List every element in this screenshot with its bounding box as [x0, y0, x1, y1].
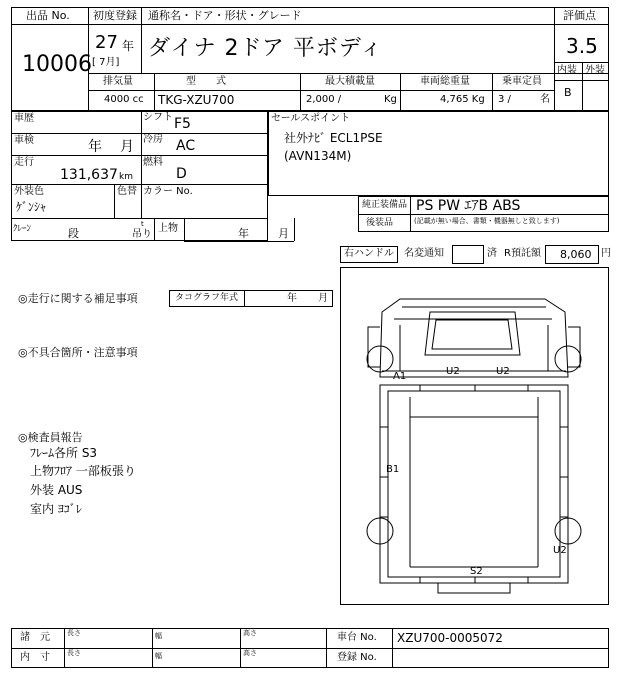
name-change-label: 名変通知: [404, 248, 444, 259]
max-load-unit: Kg: [384, 94, 397, 105]
recycle-unit: 円: [601, 248, 611, 259]
color-code-label: 色替: [117, 186, 137, 197]
mileage-label: 走行: [14, 157, 34, 168]
sales-point-line1: 社外ﾅﾋﾞ ECL1PSE: [284, 131, 383, 145]
tacho-year: 年: [287, 293, 297, 304]
footer-inner-label: 内 寸: [20, 652, 50, 663]
reg-year: 27: [95, 32, 118, 53]
score-label: 評価点: [563, 9, 596, 22]
capacity-unit: 名: [540, 94, 550, 105]
defects-title: ◎不具合箇所・注意事項: [18, 346, 138, 359]
reg-month: [ 7月]: [92, 57, 120, 68]
crane-hang: 吊り: [132, 229, 152, 240]
body-label: 上物: [158, 223, 178, 234]
capacity-label: 乗車定員: [502, 76, 542, 87]
lot-number: 10006: [22, 52, 92, 77]
fuel-value: D: [176, 166, 187, 182]
crane-label: ｸﾚｰﾝ: [13, 224, 32, 234]
crane-stage: 段: [68, 227, 79, 240]
name-change-box: [452, 245, 484, 264]
report-line: 外装 AUS: [30, 483, 83, 497]
reg-year-unit: 年: [122, 39, 135, 53]
car-name: ダイナ 2ドア 平ボディ: [148, 36, 384, 61]
report-line: ﾌﾚｰﾑ各所 S3: [30, 446, 98, 460]
gross-weight-label: 車両総重量: [420, 76, 470, 87]
mark-b1: B1: [386, 464, 400, 475]
color-value: ｹﾞﾝｼｬ: [16, 200, 47, 214]
max-load-label: 最大積載量: [325, 76, 375, 87]
reg-no-label: 登録 No.: [337, 652, 377, 663]
color-label: 外装色: [14, 186, 44, 197]
history-label: 車歴: [14, 113, 34, 124]
footer-spec-label: 諸 元: [20, 632, 50, 643]
footer-length-2: 長さ: [67, 649, 81, 657]
exterior-label: 外装: [585, 65, 605, 76]
aftermarket-note: (記載が無い場合、書類・機器無しと致します): [414, 217, 560, 225]
mileage-unit: km: [119, 172, 133, 182]
footer-height-1: 高さ: [243, 629, 257, 637]
displacement-label: 排気量: [103, 76, 133, 87]
color-no-label: カラー No.: [143, 186, 193, 197]
tachograph-label: タコグラフ年式: [175, 293, 239, 303]
footer-length-1: 長さ: [67, 629, 81, 637]
equipment-label: 純正装備品: [362, 200, 408, 210]
shift-label: シフト: [143, 112, 173, 123]
aftermarket-label: 後装品: [366, 218, 394, 228]
fuel-label: 燃料: [143, 157, 163, 168]
equipment-value: PS PW ｴｱB ABS: [416, 198, 521, 214]
chassis-label: 車台 No.: [337, 632, 377, 643]
recycle-value: 8,060: [560, 248, 592, 261]
name-label: 通称名・ドア・形状・グレード: [148, 9, 302, 22]
chassis-value: XZU700-0005072: [397, 631, 503, 645]
mark-u2-right: U2: [496, 366, 510, 377]
footer-width-2: 幅: [155, 652, 162, 660]
capacity-value: 3 /: [498, 94, 511, 105]
score-value: 3.5: [566, 34, 598, 58]
interior-label: 内装: [557, 65, 577, 76]
inspection-year: 年: [88, 139, 102, 155]
inspection-label: 車検: [14, 135, 34, 146]
body-year: 年: [238, 227, 249, 240]
tacho-month: 月: [318, 293, 328, 304]
mark-s2: S2: [470, 566, 483, 577]
gross-weight-value: 4,765 Kg: [440, 94, 485, 105]
sales-point-label: セールスポイント: [271, 113, 351, 124]
details-frame: [11, 111, 268, 241]
handle-value: 右ハンドル: [344, 248, 394, 259]
inspector-title: ◎検査員報告: [18, 431, 83, 444]
mark-u2-left: U2: [446, 366, 460, 377]
mark-u2-rear: U2: [553, 545, 567, 556]
recycle-label: R預託額: [504, 248, 541, 259]
max-load-value: 2,000 /: [306, 94, 342, 105]
model-code: TKG-XZU700: [158, 93, 235, 107]
displacement-value: 4000 cc: [104, 94, 144, 105]
body-month: 月: [278, 227, 289, 240]
mark-a1: A1: [393, 371, 407, 382]
first-reg-label: 初度登録: [93, 9, 137, 22]
shift-value: F5: [174, 116, 191, 132]
report-line: 上物ﾌﾛｱ 一部板張り: [30, 464, 136, 478]
sales-point-line2: (AVN134M): [284, 149, 352, 163]
footer-height-2: 高さ: [243, 649, 257, 657]
mileage-value: 131,637: [60, 167, 118, 183]
lot-label: 出品 No.: [26, 9, 70, 22]
inspection-month: 月: [120, 139, 134, 155]
ac-value: AC: [176, 138, 196, 154]
ac-label: 冷房: [143, 134, 163, 145]
truck-diagram: [340, 267, 609, 605]
crane-hang-t: t: [141, 220, 144, 228]
interior-grade: B: [564, 86, 572, 99]
driving-notes-title: ◎走行に関する補足事項: [18, 292, 138, 305]
model-label: 型 式: [186, 76, 226, 87]
report-line: 室内 ﾖｺﾞﾚ: [30, 502, 82, 516]
footer-width-1: 幅: [155, 632, 162, 640]
recycle-prefix: 済: [487, 248, 497, 259]
